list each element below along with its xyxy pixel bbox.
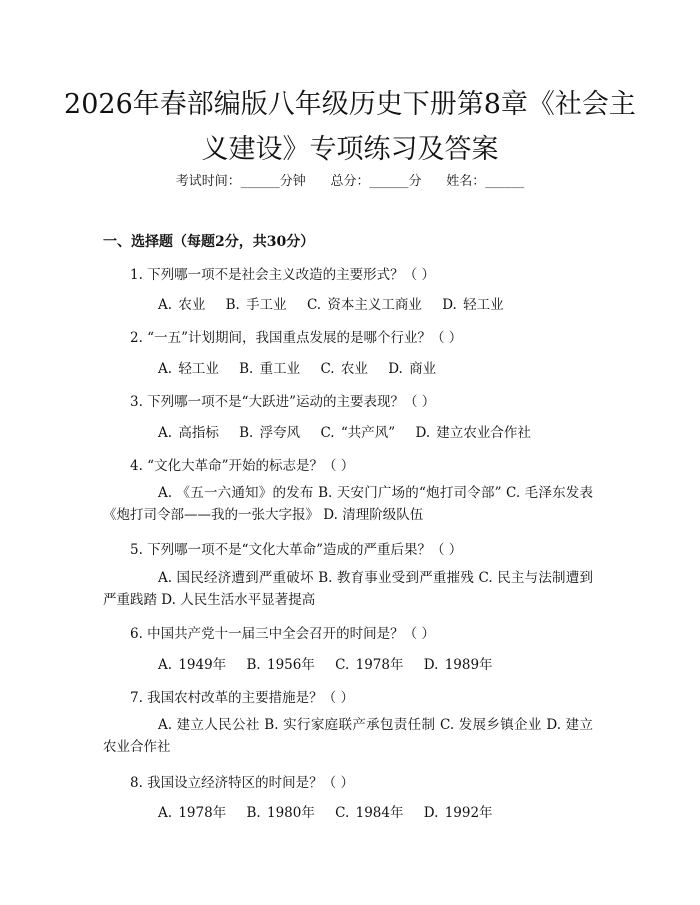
option-b: B. 重工业 <box>239 361 301 377</box>
option-a: A. 1978年 <box>158 805 227 821</box>
question-2-options <box>158 357 450 377</box>
option-c: C. “共产风” <box>320 425 396 441</box>
question-3: 3. 下列哪一项不是“大跃进”运动的主要表现？（ ） <box>130 394 436 410</box>
option-a: A. 1949年 <box>158 657 227 673</box>
option-a: A. 农业 <box>158 297 206 313</box>
question-6: 6. 中国共产党十一届三中全会召开的时间是？（ ） <box>130 626 435 642</box>
option-c: C. 资本主义工商业 <box>306 297 422 313</box>
question-4-options: A. 《五一六通知》的发布 B. 天安门广场的“炮打司令部” C. 毛泽东发表《炮打司令部——我的一张大字报》 D. 清理阶级队伍 <box>103 485 593 523</box>
document-title: 2026年春部编版八年级历史下册第8章《社会主义建设》专项练习及答案 <box>64 89 636 165</box>
question-7: 7. 我国农村改革的主要措施是？（ ） <box>130 690 354 706</box>
option-b: B. 手工业 <box>225 297 287 313</box>
option-b: B. 1956年 <box>246 657 315 673</box>
option-c: C. 农业 <box>320 361 368 377</box>
option-a: A. 轻工业 <box>158 361 219 377</box>
option-c: C. 1978年 <box>335 657 404 673</box>
question-8: 8. 我国设立经济特区的时间是？（ ） <box>130 775 354 791</box>
option-d: D. 轻工业 <box>442 297 504 313</box>
exam-meta-line: 考试时间：______分钟 总分：______分 姓名：______ <box>175 174 525 189</box>
question-1: 1. 下列哪一项不是社会主义改造的主要形式？（ ） <box>130 267 435 283</box>
question-2: 2. “一五”计划期间，我国重点发展的是哪个行业？（ ） <box>130 330 463 346</box>
question-6-options <box>158 653 507 673</box>
question-5: 5. 下列哪一项不是“文化大革命”造成的严重后果？（ ） <box>130 542 463 558</box>
question-5-options: A. 国民经济遭到严重破坏 B. 教育事业受到严重摧残 C. 民主与法制遭到严重践踏 D. 人民生活水平显著提高 <box>103 570 593 608</box>
option-d: D. 1989年 <box>423 657 493 673</box>
question-3-options <box>158 421 545 441</box>
question-7-options: A. 建立人民公社 B. 实行家庭联产承包责任制 C. 发展乡镇企业 D. 建立农业合作社 <box>103 717 593 755</box>
option-b: B. 浮夸风 <box>239 425 301 441</box>
question-8-options <box>158 801 507 821</box>
option-d: D. 建立农业合作社 <box>415 425 531 441</box>
option-a: A. 高指标 <box>158 425 219 441</box>
option-c: C. 1984年 <box>335 805 404 821</box>
option-b: B. 1980年 <box>246 805 315 821</box>
option-d: D. 1992年 <box>423 805 493 821</box>
question-4: 4. “文化大革命”开始的标志是？（ ） <box>130 458 355 474</box>
option-d: D. 商业 <box>388 361 437 377</box>
question-1-options <box>158 293 518 313</box>
section-heading-choice: 一、选择题（每题2分，共30分） <box>103 234 315 250</box>
